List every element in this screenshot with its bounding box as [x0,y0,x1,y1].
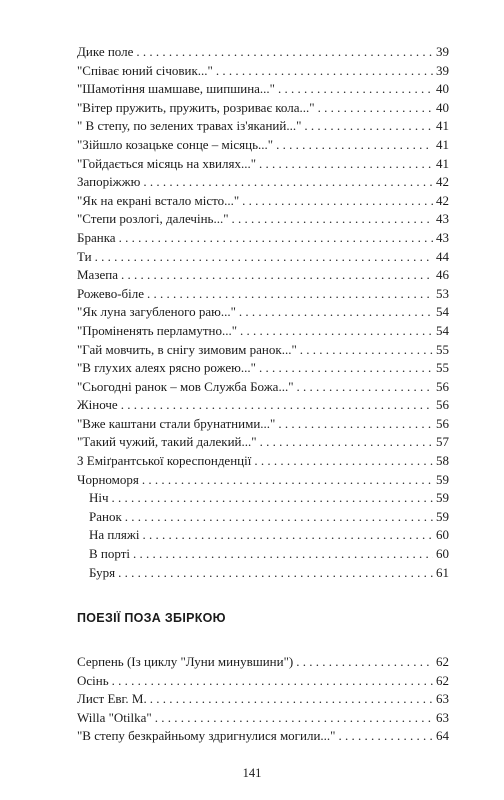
toc-entry-page: 41 [436,155,449,171]
toc-entry [77,99,449,118]
toc-entry-page: 40 [436,99,449,115]
dot-leader [216,62,433,81]
toc-entry [77,210,449,229]
toc-entry-title: Чорноморя [77,471,139,487]
toc-entry-title: " В степу, по зелених травах із'яканий..." [77,118,302,134]
toc-entry [77,452,449,471]
toc-entry-page: 42 [436,174,449,190]
toc-entry-title: "Співає юний січовик..." [77,62,213,78]
toc-entry-title: Willa "Otilka" [77,709,152,725]
toc-entry [77,396,449,415]
toc-entry [77,155,449,174]
toc-entry-page: 60 [436,527,449,543]
dot-leader [240,322,433,341]
toc-entry [77,672,449,691]
dot-leader [318,99,433,118]
dot-leader [121,396,433,415]
toc-entry-page: 59 [436,490,449,506]
toc-subentry [77,564,449,583]
toc-entry-title: Дике поле [77,44,134,59]
dot-leader [133,545,433,564]
toc-entry-title: Ніч [89,490,109,506]
toc-entry-title: "Зійшло козацьке сонце – місяць..." [77,136,274,152]
toc-entry-page: 61 [436,564,449,580]
toc-entry-title: "Гай мовчить, в снігу зимовим ранок..." [77,341,297,357]
toc-entry [77,341,449,360]
toc-entry-title: "В глухих алеях рясно рожею..." [77,360,256,376]
toc-entry [77,727,449,746]
dot-leader [125,508,433,527]
toc-entry-page: 44 [436,248,449,264]
dot-leader [143,173,433,192]
toc-entry [77,322,449,341]
toc-entry-title: Ти [77,248,92,264]
toc-entry [77,248,449,267]
dot-leader [254,452,433,471]
toc-entry-title: На пляжі [89,527,140,543]
toc-entry-page: 40 [436,81,449,97]
table-of-contents [77,43,449,582]
toc-entry [77,136,449,155]
toc-entry-page: 55 [436,360,449,376]
dot-leader [276,136,433,155]
dot-leader [300,341,433,360]
toc-entry [77,653,449,672]
toc-subentry [77,508,449,527]
toc-entry-title: "Вже каштани стали брунатними..." [77,415,276,431]
toc-entry [77,173,449,192]
toc-entry-page: 43 [436,211,449,227]
toc-entry-title: "Як луна загубленого раю..." [77,304,236,320]
toc-entry [77,471,449,490]
toc-entry [77,433,449,452]
toc-entry [77,229,449,248]
toc-entry-page: 42 [436,192,449,208]
dot-leader [242,192,433,211]
toc-subentry [77,489,449,508]
dot-leader [297,378,433,397]
toc-subentry [77,526,449,545]
toc-entry [77,80,449,99]
toc-entry-title: "Такий чужий, такий далекий..." [77,434,257,450]
dot-leader [296,653,433,672]
toc-entry [77,117,449,136]
toc-entry-title: "Степи розлогі, далечінь..." [77,211,229,227]
dot-leader [232,210,433,229]
toc-entry-page: 55 [436,341,449,357]
toc-entry-page: 60 [436,546,449,562]
dot-leader [259,359,433,378]
dot-leader [121,266,433,285]
toc-entry-title: "Як на екрані встало місто..." [77,192,240,208]
dot-leader [304,117,433,136]
toc-entry [77,43,449,62]
toc-entry [77,359,449,378]
toc-entry-page: 59 [436,508,449,524]
toc-entry [77,378,449,397]
dot-leader [147,285,433,304]
dot-leader [155,709,433,728]
toc-entry [77,62,449,81]
toc-entry-page: 46 [436,267,449,283]
toc-entry-page: 62 [436,654,449,669]
dot-leader [142,471,433,490]
dot-leader [95,248,433,267]
toc-entry [77,285,449,304]
toc-entry-title: З Еміґрантської кореспонденції [77,453,252,469]
toc-entry-title: "Проміненять перламутно..." [77,322,238,338]
toc-entry-page: 63 [436,709,449,725]
section-heading: ПОЕЗІЇ ПОЗА ЗБІРКОЮ [77,611,226,625]
toc-entry-title: Жіноче [77,397,118,413]
toc-subentry [77,545,449,564]
toc-entry-title: "В степу безкрайньому здригнулися могили..." [77,728,336,744]
dot-leader [118,564,433,583]
toc-entry-title: Буря [89,564,116,580]
dot-leader [259,155,433,174]
toc-entry-title: "Вітер пружить, пружить, розриває кола..." [77,99,315,115]
toc-entry-page: 57 [436,434,449,450]
toc-entry-title: "Шамотіння шамшаве, шипшина..." [77,81,275,97]
page-number: 141 [242,766,262,780]
dot-leader [150,690,433,709]
toc-entry-page: 41 [436,118,449,134]
dot-leader [338,727,433,746]
dot-leader [119,229,433,248]
toc-entry-title: Бранка [77,229,116,245]
toc-entry [77,192,449,211]
toc-entry-page: 39 [436,62,449,78]
table-of-contents-extra [77,653,449,746]
dot-leader [112,489,433,508]
toc-entry-page: 53 [436,285,449,301]
toc-entry-title: Серпень (Із циклу "Луни минувшини") [77,654,294,669]
toc-entry-page: 64 [436,728,449,744]
toc-entry [77,266,449,285]
toc-entry-page: 58 [436,453,449,469]
toc-entry-page: 59 [436,471,449,487]
toc-entry-page: 41 [436,136,449,152]
toc-entry-page: 43 [436,229,449,245]
toc-entry-title: Запоріжжю [77,174,141,190]
toc-entry-page: 62 [436,672,449,688]
dot-leader [136,43,433,62]
dot-leader [278,80,433,99]
toc-entry-page: 63 [436,691,449,707]
toc-entry-page: 39 [436,44,449,59]
toc-entry-title: Рожево-біле [77,285,145,301]
dot-leader [142,526,433,545]
toc-entry-title: В порті [89,546,130,562]
toc-entry-page: 54 [436,304,449,320]
dot-leader [112,672,433,691]
toc-entry-title: Осінь [77,672,109,688]
toc-entry-title: "Гойдається місяць на хвилях..." [77,155,257,171]
toc-entry-title: "Сьогодні ранок – мов Служба Божа..." [77,378,294,394]
toc-entry [77,709,449,728]
toc-entry-page: 56 [436,397,449,413]
toc-entry-title: Мазепа [77,267,118,283]
toc-entry [77,415,449,434]
toc-entry-title: Ранок [89,508,122,524]
toc-entry-page: 54 [436,322,449,338]
dot-leader [278,415,433,434]
toc-entry [77,303,449,322]
toc-entry-title: Лист Евг. М. [77,691,147,707]
toc-entry [77,690,449,709]
dot-leader [239,303,433,322]
toc-entry-page: 56 [436,415,449,431]
dot-leader [260,433,433,452]
toc-entry-page: 56 [436,378,449,394]
